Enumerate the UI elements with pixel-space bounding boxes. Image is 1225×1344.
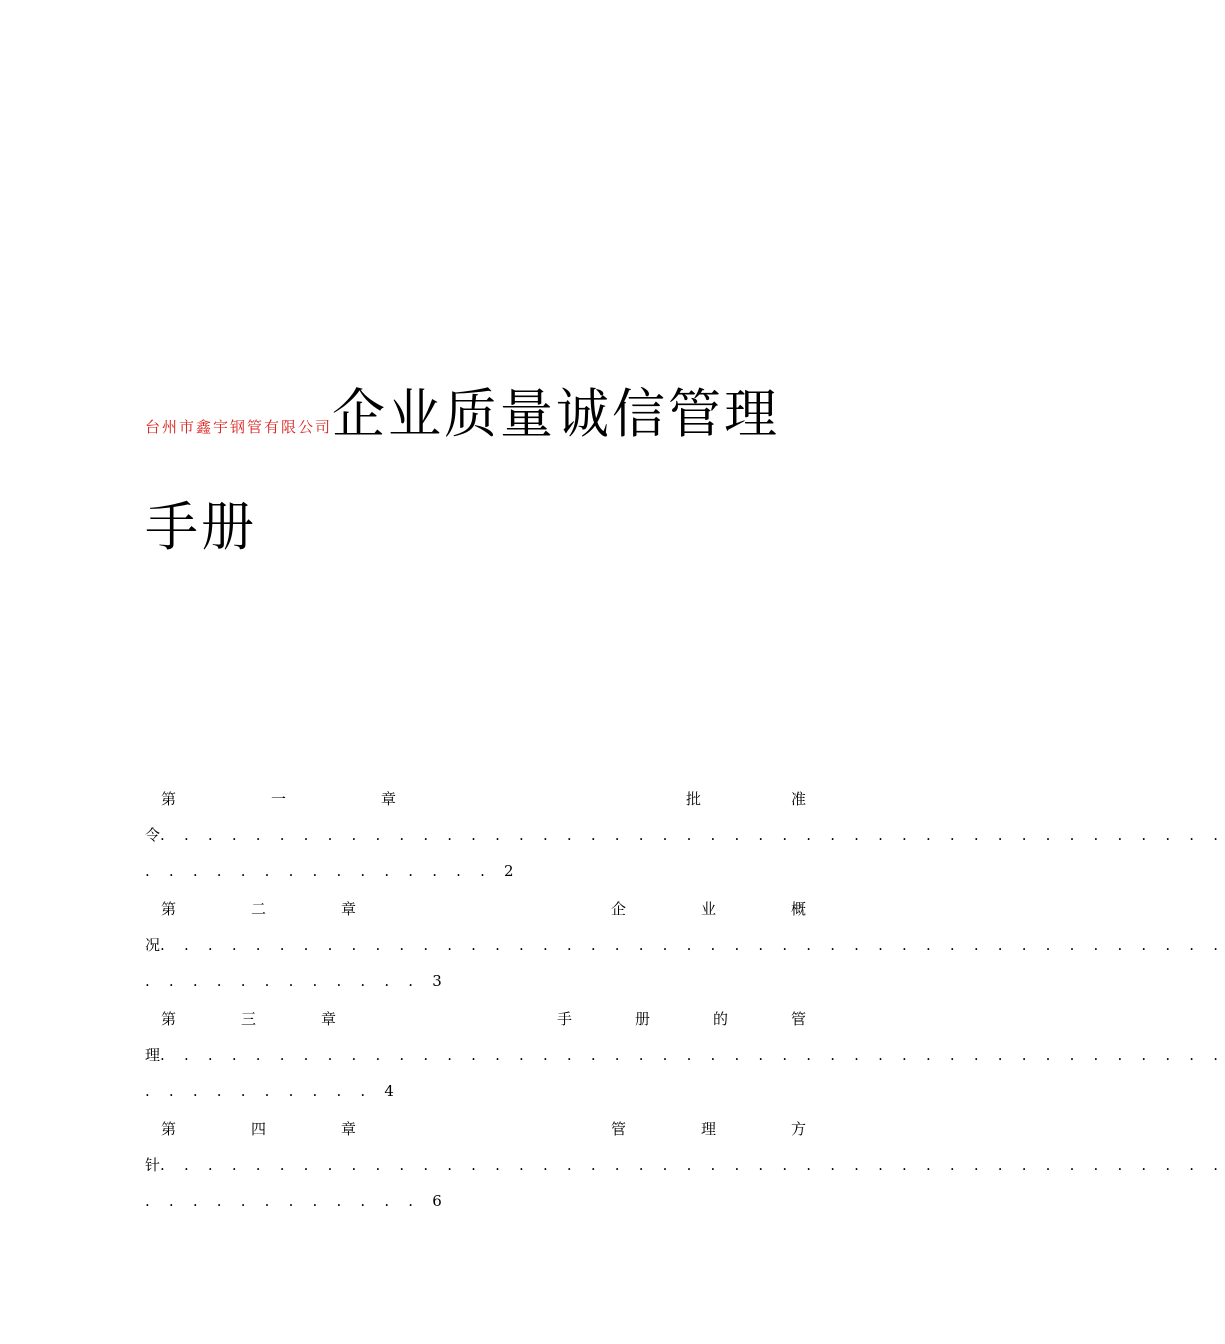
toc-heading-char: 况 [145, 936, 161, 954]
toc-entry-leader [145, 1155, 1225, 1175]
toc-heading-char: 管 [611, 1120, 627, 1138]
toc-entry-heading [145, 1119, 806, 1139]
toc-heading-char: 方 [791, 1120, 807, 1138]
toc-heading-char: 二 [251, 900, 267, 918]
toc-entry-leader [145, 935, 1225, 955]
toc-heading-char: 管 [791, 1010, 807, 1028]
toc-dot-leader: . . . . . . . . . . . . . . . . . . . . . . . . . . . . . . . . . . . . . . . . . . . . . [160, 936, 1225, 954]
toc-dot-leader: . . . . . . . . . . . . . . . . . . . . . . . . . . . . . . . . . . . . . . . . . . . . . [160, 1046, 1225, 1064]
toc-entry-page [145, 861, 806, 881]
toc-entry-page [145, 1081, 806, 1101]
toc-heading-char: 第 [161, 1010, 177, 1028]
toc-entry-heading [145, 789, 806, 809]
toc-entry-page [145, 1191, 806, 1211]
toc-entry-leader [145, 1045, 1225, 1065]
toc-heading-char: 章 [341, 1120, 357, 1138]
toc-heading-char: 概 [791, 900, 807, 918]
toc-heading-char: 理 [701, 1120, 717, 1138]
toc-heading-char: 批 [686, 790, 702, 808]
toc-entry-heading [145, 1009, 806, 1029]
toc-heading-char: 企 [611, 900, 627, 918]
toc-dot-leader: . . . . . . . . . . . . . . . . . . . . . . . . . . . . . . . . . . . . . . . . . . . . . [160, 826, 1225, 844]
toc-heading-char: 册 [635, 1010, 651, 1028]
document-title-continued: 手册 [145, 497, 257, 558]
toc-heading-char: 针 [145, 1156, 161, 1174]
toc-heading-char: 业 [701, 900, 717, 918]
toc-entry-page [145, 971, 806, 991]
toc-heading-char: 令 [145, 826, 161, 844]
toc-heading-char: 第 [161, 790, 177, 808]
toc-dot-leader: . . . . . . . . . . . . . . . [145, 862, 505, 880]
toc-page-number: 6 [432, 1192, 442, 1210]
toc-dot-leader: . . . . . . . . . . . . . . . . . . . . . . . . . . . . . . . . . . . . . . . . . . . . . [160, 1156, 1225, 1174]
toc-dot-leader: . . . . . . . . . . . . [145, 972, 433, 990]
toc-heading-char: 章 [381, 790, 397, 808]
toc-heading-char: 第 [161, 1120, 177, 1138]
toc-page-number: 4 [384, 1082, 394, 1100]
company-name: 台州市鑫宇钢管有限公司 [145, 418, 333, 436]
toc-entry-leader [145, 825, 1225, 845]
title-line-1 [145, 372, 845, 448]
toc-heading-char: 理 [145, 1046, 161, 1064]
toc-heading-char: 的 [713, 1010, 729, 1028]
toc-heading-char: 第 [161, 900, 177, 918]
toc-entry-heading [145, 899, 806, 919]
toc-dot-leader: . . . . . . . . . . [145, 1082, 385, 1100]
toc-dot-leader: . . . . . . . . . . . . [145, 1192, 433, 1210]
toc-heading-char: 三 [241, 1010, 257, 1028]
toc-heading-char: 章 [341, 900, 357, 918]
document-title: 企业质量诚信管理 [332, 384, 781, 445]
toc-page-number: 2 [504, 862, 514, 880]
toc-page-number: 3 [432, 972, 442, 990]
toc-heading-char: 四 [251, 1120, 267, 1138]
toc-heading-char: 手 [557, 1010, 573, 1028]
toc-heading-char: 准 [791, 790, 807, 808]
toc-heading-char: 一 [271, 790, 287, 808]
toc-heading-char: 章 [321, 1010, 337, 1028]
